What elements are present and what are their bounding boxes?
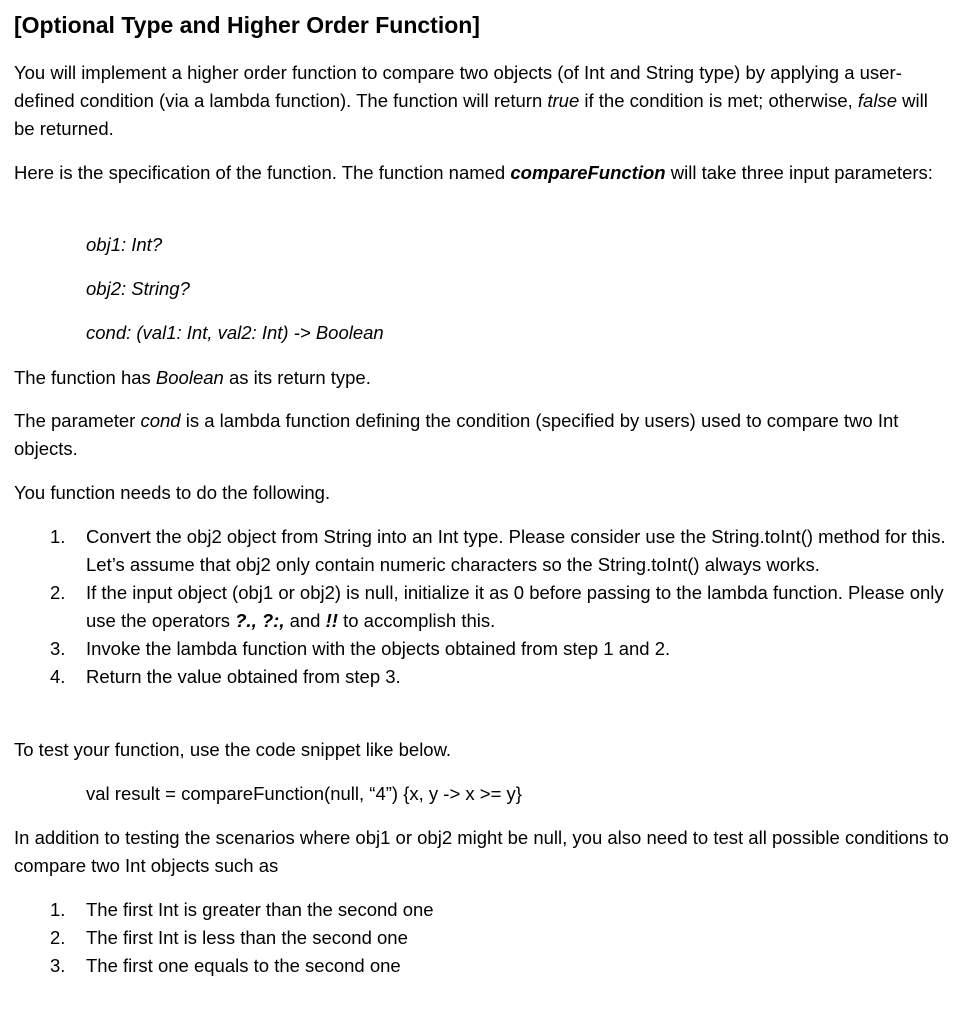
list-item: [14, 924, 952, 952]
step-number: 3.: [50, 638, 66, 659]
condition-number: 2.: [50, 927, 66, 948]
list-item: [14, 896, 952, 924]
operator-safe-call: ?.,: [235, 610, 257, 631]
condition-number: 3.: [50, 955, 66, 976]
condition-number: 1.: [50, 899, 66, 920]
intro-text-2: if the condition is met; otherwise,: [579, 90, 858, 111]
return-text-1: The function has: [14, 367, 156, 388]
param-cond: cond: (val1: Int, val2: Int) -> Boolean: [86, 322, 384, 343]
cond-paragraph: [14, 407, 952, 463]
condition-text: The first Int is greater than the second one: [86, 899, 434, 920]
steps-list: [14, 523, 952, 691]
function-name: compareFunction: [510, 162, 666, 183]
operator-elvis: ?:,: [261, 610, 285, 631]
true-keyword: true: [547, 90, 580, 111]
step-text-b: and: [284, 610, 326, 631]
step-text: Invoke the lambda function with the objects obtained from step 1 and 2.: [86, 638, 671, 659]
conditions-list: [14, 896, 952, 980]
false-keyword: false: [857, 90, 897, 111]
needs-paragraph: You function needs to do the following.: [14, 482, 331, 503]
list-item: [14, 663, 952, 691]
cond-text-2: is a lambda function defining the condition (specified by users) used to compare two Int objects.: [14, 410, 899, 459]
return-text-2: as its return type.: [223, 367, 371, 388]
condition-text: The first one equals to the second one: [86, 955, 401, 976]
intro-text-3: will be returned.: [14, 90, 928, 139]
spec-text-2: will take three input parameters:: [665, 162, 933, 183]
page-title: [Optional Type and Higher Order Function]: [14, 12, 480, 38]
intro-text-1: You will implement a higher order function to compare two objects (of Int and String type) by applying a user-defined condition (via a lambda function). The function will return: [14, 62, 902, 111]
return-type-paragraph: [14, 364, 952, 392]
intro-paragraph: [14, 59, 952, 143]
list-item: [14, 635, 952, 663]
addition-paragraph: In addition to testing the scenarios where obj1 or obj2 might be null, you also need to test all possible conditions to compare two Int objects such as: [14, 827, 949, 876]
list-item: [14, 523, 952, 579]
param-obj2: obj2: String?: [86, 278, 190, 299]
cond-text-1: The parameter: [14, 410, 141, 431]
spec-paragraph: [14, 159, 952, 187]
condition-text: The first Int is less than the second one: [86, 927, 408, 948]
step-text: Convert the obj2 object from String into an Int type. Please consider use the String.toInt() method for this. Let’s assume that obj2 only contain numeric characters so the String.toInt() always works.: [86, 526, 946, 575]
step-text-a: If the input object (obj1 or obj2) is null, initialize it as 0 before passing to the lambda function. Please only use the operators: [86, 582, 944, 631]
operator-not-null: !!: [325, 610, 338, 631]
list-item: [14, 579, 952, 635]
list-item: [14, 952, 952, 980]
step-text-c: to accomplish this.: [337, 610, 496, 631]
cond-keyword: cond: [140, 410, 181, 431]
step-number: 4.: [50, 666, 66, 687]
boolean-keyword: Boolean: [155, 367, 224, 388]
step-text: Return the value obtained from step 3.: [86, 666, 401, 687]
step-number: 1.: [50, 526, 66, 547]
step-number: 2.: [50, 582, 66, 603]
spec-text-1: Here is the specification of the function. The function named: [14, 162, 511, 183]
param-obj1: obj1: Int?: [86, 234, 163, 255]
test-intro-paragraph: To test your function, use the code snippet like below.: [14, 739, 452, 760]
code-snippet: val result = compareFunction(null, “4”) {x, y -> x >= y}: [86, 783, 522, 804]
